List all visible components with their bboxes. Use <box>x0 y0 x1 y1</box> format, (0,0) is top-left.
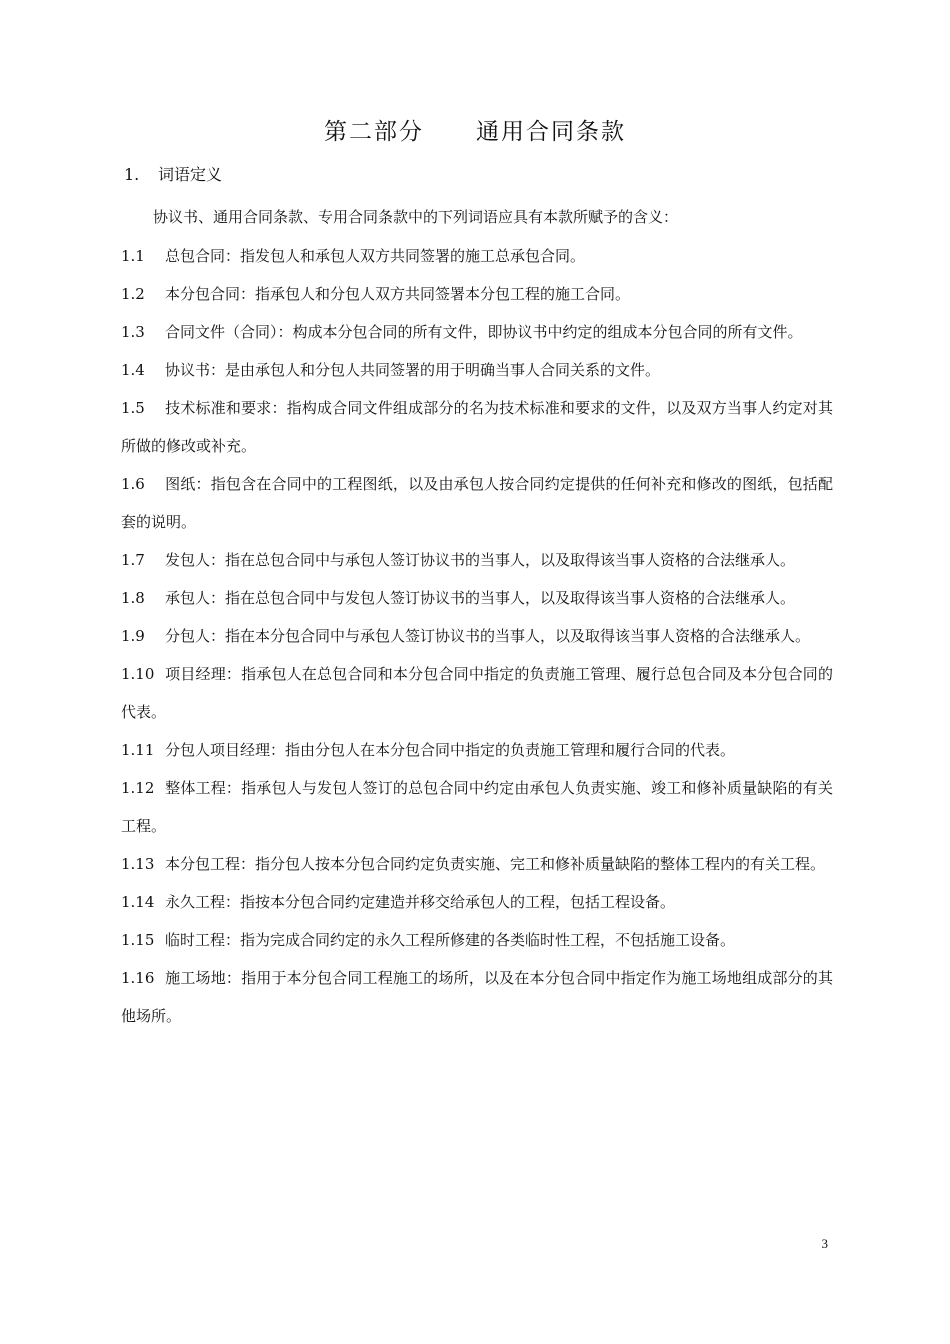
clause-list <box>121 237 833 1035</box>
clause-text: 发包人：指在总包合同中与承包人签订协议书的当事人，以及取得该当事人资格的合法继承人。 <box>165 551 796 569</box>
clause-item <box>121 351 833 389</box>
clause-item <box>121 541 833 579</box>
clause-text: 施工场地：指用于本分包合同工程施工的场所，以及在本分包合同中指定作为施工场地组成部分的其他场所。 <box>121 969 833 1025</box>
clause-text: 合同文件（合同）：构成本分包合同的所有文件，即协议书中约定的组成本分包合同的所有文件。 <box>165 323 803 341</box>
clause-item <box>121 313 833 351</box>
clause-number: 1.1 <box>121 247 145 265</box>
section-title: 词语定义 <box>158 165 223 184</box>
page-number: 3 <box>821 1236 828 1251</box>
clause-number: 1.4 <box>121 361 145 379</box>
clause-text: 临时工程：指为完成合同约定的永久工程所修建的各类临时性工程，不包括施工设备。 <box>165 931 736 949</box>
clause-item <box>121 275 833 313</box>
clause-text: 永久工程：指按本分包合同约定建造并移交给承包人的工程，包括工程设备。 <box>165 893 676 911</box>
clause-item <box>121 465 833 541</box>
clause-text: 承包人：指在总包合同中与发包人签订协议书的当事人，以及取得该当事人资格的合法继承人。 <box>165 589 796 607</box>
clause-text: 总包合同：指发包人和承包人双方共同签署的施工总承包合同。 <box>165 247 586 265</box>
clause-item <box>121 237 833 275</box>
clause-item <box>121 731 833 769</box>
section-number: 1. <box>124 165 140 184</box>
clause-number: 1.2 <box>121 285 145 303</box>
clause-number: 1.14 <box>121 893 155 911</box>
clause-item <box>121 655 833 731</box>
clause-text: 图纸：指包含在合同中的工程图纸，以及由承包人按合同约定提供的任何补充和修改的图纸，包括配套的说明。 <box>121 475 833 531</box>
clause-item <box>121 959 833 1035</box>
section-heading <box>124 162 222 185</box>
clause-number: 1.9 <box>121 627 145 645</box>
clause-text: 协议书：是由承包人和分包人共同签署的用于明确当事人合同关系的文件。 <box>165 361 661 379</box>
clause-number: 1.13 <box>121 855 155 873</box>
clause-item <box>121 389 833 465</box>
clause-text: 本分包工程：指分包人按本分包合同约定负责实施、完工和修补质量缺陷的整体工程内的有关工程。 <box>165 855 826 873</box>
clause-text: 技术标准和要求：指构成合同文件组成部分的名为技术标准和要求的文件，以及双方当事人约定对其所做的修改或补充。 <box>121 399 833 455</box>
intro-paragraph: 协议书、通用合同条款、专用合同条款中的下列词语应具有本款所赋予的含义： <box>153 208 679 226</box>
clause-number: 1.10 <box>121 665 155 683</box>
clause-number: 1.15 <box>121 931 155 949</box>
page-title <box>0 113 950 146</box>
clause-text: 项目经理：指承包人在总包合同和本分包合同中指定的负责施工管理、履行总包合同及本分包合同的代表。 <box>121 665 833 721</box>
clause-item <box>121 769 833 845</box>
clause-text: 分包人项目经理：指由分包人在本分包合同中指定的负责施工管理和履行合同的代表。 <box>165 741 736 759</box>
clause-text: 整体工程：指承包人与发包人签订的总包合同中约定由承包人负责实施、竣工和修补质量缺陷的有关工程。 <box>121 779 833 835</box>
clause-number: 1.8 <box>121 589 145 607</box>
clause-text: 本分包合同：指承包人和分包人双方共同签署本分包工程的施工合同。 <box>165 285 631 303</box>
clause-number: 1.7 <box>121 551 145 569</box>
clause-item <box>121 579 833 617</box>
clause-number: 1.11 <box>121 741 155 759</box>
title-name: 通用合同条款 <box>476 119 626 145</box>
clause-number: 1.3 <box>121 323 145 341</box>
clause-item <box>121 617 833 655</box>
clause-item <box>121 921 833 959</box>
clause-number: 1.5 <box>121 399 145 417</box>
clause-item <box>121 845 833 883</box>
clause-text: 分包人：指在本分包合同中与承包人签订协议书的当事人，以及取得该当事人资格的合法继承人。 <box>165 627 811 645</box>
clause-item <box>121 883 833 921</box>
title-part: 第二部分 <box>324 119 424 145</box>
clause-number: 1.6 <box>121 475 145 493</box>
clause-number: 1.16 <box>121 969 155 987</box>
clause-number: 1.12 <box>121 779 155 797</box>
